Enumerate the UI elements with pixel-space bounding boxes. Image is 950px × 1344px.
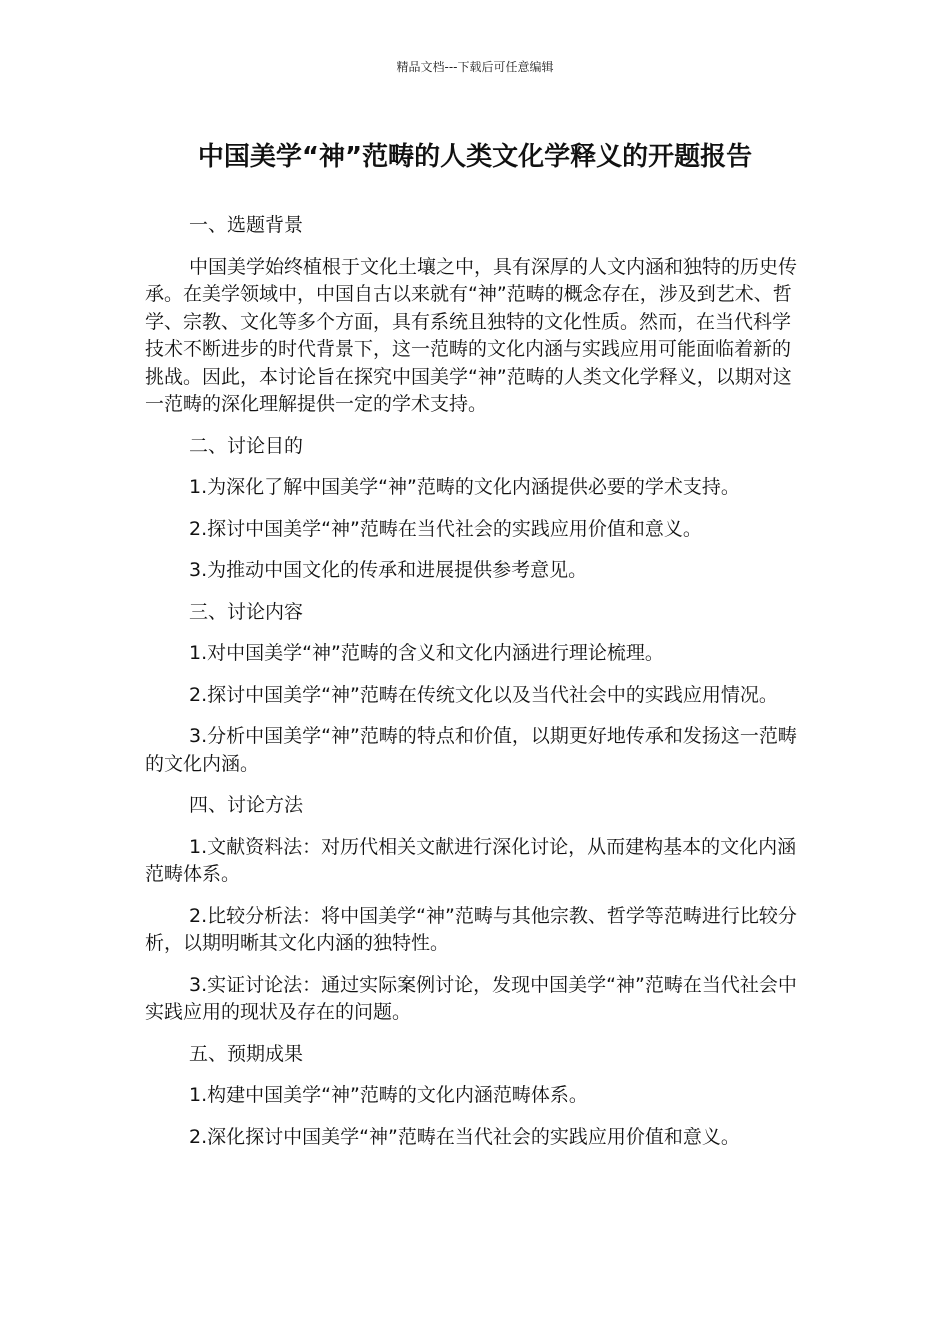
document-title: 中国美学“神”范畴的人类文化学释义的开题报告: [197, 142, 753, 172]
method-item: 3.实证讨论法：通过实际案例讨论，发现中国美学“神”范畴在当代社会中实践应用的现状及存在的问题。: [145, 973, 797, 1023]
page-header-note: 精品文档---下载后可任意编辑: [396, 60, 554, 74]
method-item: 2.比较分析法：将中国美学“神”范畴与其他宗教、哲学等范畴进行比较分析，以期明晰其文化内涵的独特性。: [145, 904, 797, 954]
purpose-item: 1.为深化了解中国美学“神”范畴的文化内涵提供必要的学术支持。: [189, 476, 740, 498]
outcome-item: 1.构建中国美学“神”范畴的文化内涵范畴体系。: [189, 1084, 588, 1106]
outcome-item: 2.深化探讨中国美学“神”范畴在当代社会的实践应用价值和意义。: [189, 1125, 740, 1148]
section-heading-content: 三、讨论内容: [189, 600, 304, 623]
purpose-item: 3.为推动中国文化的传承和进展提供参考意见。: [189, 559, 588, 581]
section-heading-method: 四、讨论方法: [189, 794, 304, 816]
method-item: 1.文献资料法：对历代相关文献进行深化讨论，从而建构基本的文化内涵范畴体系。: [145, 835, 797, 885]
background-paragraph: 中国美学始终植根于文化土壤之中，具有深厚的人文内涵和独特的历史传承。在美学领域中，中国自古以来就有“神”范畴的概念存在，涉及到艺术、哲学、宗教、文化等多个方面，具有系统且独特的文化性质。然而，在当代科学技术不断进步的时代背景下，这一范畴的文化内涵与实践应用可能面临着新的挑战。因此，本讨论旨在探究中国美学“神”范畴的人类文化学释义，以期对这一范畴的深化理解提供一定的学术支持。: [145, 255, 798, 415]
section-heading-purpose: 二、讨论目的: [189, 434, 304, 457]
purpose-item: 2.探讨中国美学“神”范畴在当代社会的实践应用价值和意义。: [189, 517, 702, 540]
content-item: 3.分析中国美学“神”范畴的特点和价值，以期更好地传承和发扬这一范畴的文化内涵。: [145, 725, 797, 775]
section-heading-background: 一、选题背景: [189, 214, 304, 236]
content-item: 2.探讨中国美学“神”范畴在传统文化以及当代社会中的实践应用情况。: [189, 683, 778, 706]
document-body: [145, 212, 805, 1165]
section-heading-outcomes: 五、预期成果: [189, 1042, 304, 1065]
content-item: 1.对中国美学“神”范畴的含义和文化内涵进行理论梳理。: [189, 642, 664, 664]
